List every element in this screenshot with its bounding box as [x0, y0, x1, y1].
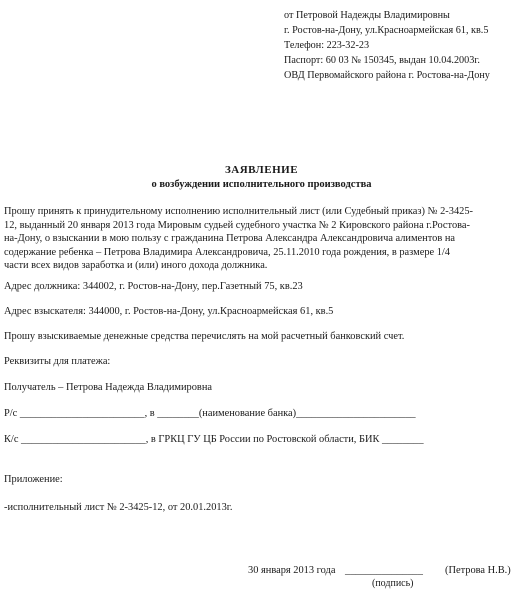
paragraph-line: 12, выданный 20 января 2013 года Мировым судьей судебного участка № 2 Кировского района г.Ростова- — [4, 219, 470, 231]
header-address-line: г. Ростов-на-Дону, ул.Красноармейская 61, кв.5 — [284, 25, 489, 36]
paragraph-line: части всех видов заработка и (или) иного дохода должника. — [4, 260, 268, 271]
paragraph-line: Прошу принять к принудительному исполнению исполнительный лист (или Судебный приказ) № 2-3425- — [4, 206, 473, 217]
paragraph-line: содержание ребенка – Петрова Владимира Александровича, 25.11.2010 года рождения, в размере 1/4 — [4, 246, 450, 258]
title-subtitle: о возбуждении исполнительного производства — [151, 179, 372, 190]
correspondent-account-line: К/с ________________________, в ГРКЦ ГУ ЦБ России по Ростовской области, БИК ________ — [4, 434, 424, 445]
signature-caption: (подпись) — [372, 578, 414, 589]
requisites-heading: Реквизиты для платежа: — [4, 356, 111, 367]
header-issuer-line: ОВД Первомайского района г. Ростова-на-Дону — [284, 70, 490, 81]
transfer-request: Прошу взыскиваемые денежные средства перечислять на мой расчетный банковский счет. — [4, 331, 405, 342]
main-request-paragraph — [4, 205, 519, 273]
header-from-line: от Петровой Надежды Владимировны — [284, 10, 450, 21]
settlement-account-line: Р/с ________________________, в ________(наименование банка)_______________________ — [4, 408, 416, 419]
paragraph-line: на-Дону, о взыскании в мою пользу с гражданина Петрова Александра Александровича алиментов на — [4, 233, 456, 244]
document-title — [0, 163, 523, 192]
attachment-item: -исполнительный лист № 2-3425-12, от 20.01.2013г. — [4, 502, 233, 513]
debtor-address: Адрес должника: 344002, г. Ростов-на-Дону, пер.Газетный 75, кв.23 — [4, 281, 303, 292]
header-phone-line: Телефон: 223-32-23 — [284, 40, 370, 51]
claimant-address: Адрес взыскателя: 344000, г. Ростов-на-Дону, ул.Красноармейская 61, кв.5 — [4, 306, 334, 317]
signatory-name: (Петрова Н.В.) — [445, 565, 511, 576]
signature-date: 30 января 2013 года — [248, 565, 336, 576]
attachment-heading: Приложение: — [4, 474, 63, 485]
applicant-header — [284, 8, 520, 83]
payment-recipient: Получатель – Петрова Надежда Владимировна — [4, 382, 212, 393]
title-main: ЗАЯВЛЕНИЕ — [224, 164, 299, 176]
signature-blank: _______________ — [345, 565, 423, 576]
header-passport-line: Паспорт: 60 03 № 150345, выдан 10.04.2003г. — [284, 55, 480, 66]
